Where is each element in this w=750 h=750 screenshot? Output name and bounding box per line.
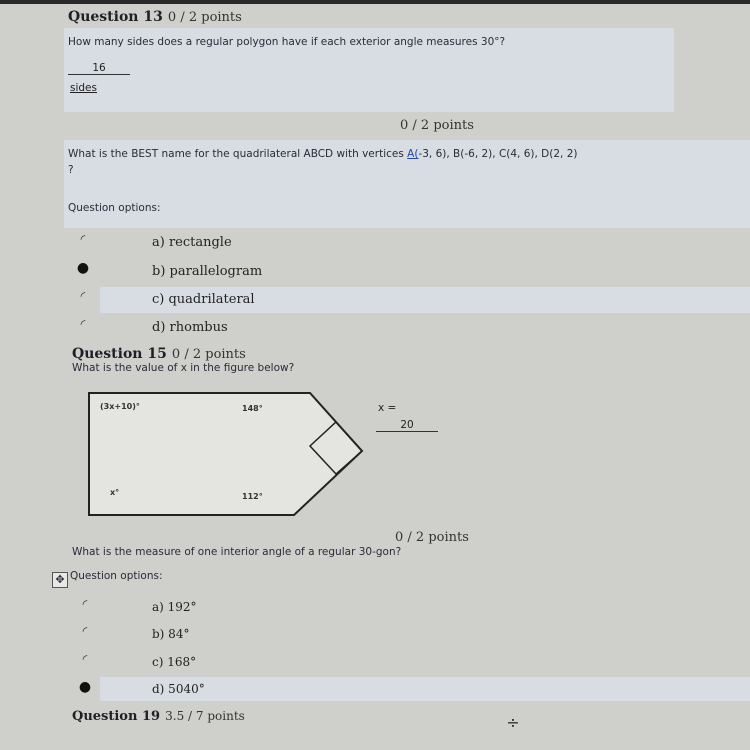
option-label: a) 192° [152, 600, 197, 614]
radio-option-d-selected[interactable]: ● [78, 679, 92, 695]
question-13-header [68, 6, 242, 25]
question-score: 0 / 2 points [395, 530, 469, 545]
question-prompt: What is the BEST name for the quadrilateral ABCD with vertices A(-3, 6), B(-6, 2), C(4, 6), D(2, 2) ? [68, 148, 578, 176]
options-header: Question options: [68, 202, 161, 214]
question-prompt: What is the measure of one interior angle of a regular 30-gon? [72, 546, 402, 558]
vertex-a-link[interactable]: A( [407, 148, 419, 160]
question-score: 0 / 2 points [171, 347, 246, 362]
move-icon[interactable]: ✥ [52, 572, 68, 588]
option-label: c) quadrilateral [152, 292, 255, 307]
question-score: 0 / 2 points [400, 118, 474, 133]
window-edge [0, 0, 750, 4]
question-14-options-panel [64, 194, 750, 228]
options-header: Question options: [70, 570, 163, 582]
answer-label: x = [378, 402, 397, 414]
radio-option-b-selected[interactable]: ● [76, 260, 90, 276]
question-title: Question 13 [68, 9, 163, 25]
radio-option-a[interactable]: ◜ [82, 597, 88, 611]
question-prompt: What is the value of x in the figure below? [72, 362, 295, 374]
option-label: c) 168° [152, 655, 197, 669]
answer-unit: sides [70, 82, 97, 94]
question-score: 3.5 / 7 points [165, 709, 245, 723]
angle-label: 148° [242, 404, 263, 413]
question-prompt: How many sides does a regular polygon have if each exterior angle measures 30°? [68, 36, 506, 48]
pentagon-shape [89, 393, 362, 515]
option-label: a) rectangle [152, 235, 232, 250]
question-title: Question 15 [72, 346, 167, 362]
angle-label: (3x+10)° [100, 402, 140, 411]
question-title: Question 19 [72, 709, 161, 724]
option-label: d) rhombus [152, 320, 228, 335]
question-15-header [72, 343, 246, 362]
radio-option-d[interactable]: ◜ [80, 317, 86, 331]
angle-label: x° [110, 488, 120, 497]
question-score: 0 / 2 points [167, 10, 242, 25]
option-label: b) parallelogram [152, 264, 263, 279]
option-label: d) 5040° [152, 682, 205, 696]
radio-option-c[interactable]: ◜ [82, 652, 88, 666]
option-label: b) 84° [152, 627, 190, 641]
answer-field[interactable]: 16 [68, 62, 130, 75]
radio-option-a[interactable]: ◜ [80, 232, 86, 246]
resize-icon[interactable]: ÷ [506, 713, 520, 732]
question-19-header [72, 705, 245, 724]
radio-option-c[interactable]: ◜ [80, 289, 86, 303]
radio-option-b[interactable]: ◜ [82, 624, 88, 638]
answer-field[interactable]: 20 [376, 419, 438, 432]
angle-label: 112° [242, 492, 263, 501]
